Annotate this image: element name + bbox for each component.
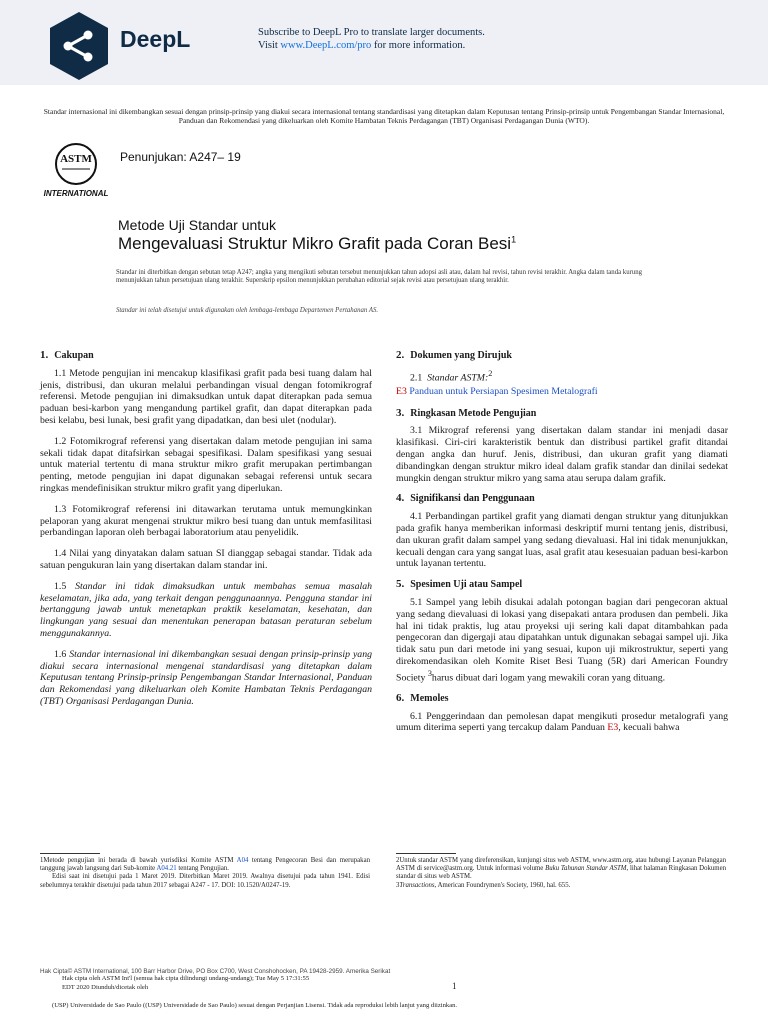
title-line-2 bbox=[118, 234, 516, 254]
section-number: 4. bbox=[396, 492, 405, 505]
section-5-heading bbox=[396, 579, 728, 591]
footnote-text: 2Untuk standar ASTM yang direferensikan, kunjungi situs web ASTM, www.astm.org, atau hubungi Layanan Pelanggan ASTM di service@astm.org. Untuk informasi volume bbox=[396, 857, 726, 873]
footnote-left bbox=[40, 857, 370, 890]
promo-line-1: Subscribe to DeepL Pro to translate larger documents. bbox=[258, 27, 485, 38]
title-footnote-marker: 1 bbox=[511, 234, 517, 245]
title-main: Mengevaluasi Struktur Mikro Grafit pada Coran Besi bbox=[118, 234, 512, 253]
right-column bbox=[396, 350, 728, 743]
section-number: 3. bbox=[396, 406, 405, 419]
paragraph-text: Standar ASTM: bbox=[427, 372, 489, 384]
footnote-number: 3 bbox=[396, 881, 400, 889]
section-number: 2. bbox=[396, 349, 405, 361]
footnote-3 bbox=[396, 882, 726, 890]
page-number: 1 bbox=[452, 981, 457, 991]
footnote-text: tentang Pengecoran Besi dan merupakan tanggung jawab langsung dari Sub-komite bbox=[40, 857, 370, 873]
license-line-3: (USP) Universidade de Sao Paulo ((USP) Universidade de Sao Paulo) sesuai dengan Perjanjian Lisensi. Tidak ada reproduksi lebih lanjut yang diizinkan. bbox=[52, 1002, 458, 1009]
section-title: Cakupan bbox=[54, 350, 94, 361]
paragraph-1-2: 1.2 Fotomikrograf referensi yang disertakan dalam metode pengujian ini sama sekali tidak dapat ditafsirkan sebagai spesifikasi. Dalam spesifikasi yang sesuai untuk material tertentu di mana struktur mikro grafit merupakan pertimbangan penting, metode pengujian ini dapat digunakan sebagai referensi untuk secara ringkas mendefinisikan struktur mikro grafit yang diperlukan. bbox=[40, 435, 372, 494]
paragraph-4-1: 4.1 Perbandingan partikel grafit yang diamati dengan struktur yang ditunjukkan pada grafik hanya memberikan informasi deskriptif murni tentang jenis, distribusi, dan ukuran grafit dalam sampel yang sedang dievaluasi. Hal ini tidak menunjukkan, kecuali dengan cara yang sangat luas, asal grafit atau kesesuaian paduan besi-karbon untuk layanan tertentu. bbox=[396, 511, 728, 570]
paragraph-number: 1.6 bbox=[54, 648, 67, 660]
footnote-text: , American Foundrymen's Society, 1960, hal. 655. bbox=[434, 881, 571, 889]
footnote-2 bbox=[396, 857, 726, 882]
paragraph-text: Standar internasional ini dikembangkan sesuai dengan prinsip-prinsip yang diakui secara internasional mengenai standardisasi yang ditetapkan dalam Keputusan tentang Prinsip-prinsip Pengembangan Standar Internasional, Panduan dan Rekomendasi yang dikeluarkan oleh Komite Hambatan Teknis Perdagangan (TBT) Organisasi Perdagangan Dunia. bbox=[40, 648, 372, 707]
section-title: Dokumen yang Dirujuk bbox=[410, 350, 512, 361]
license-line-2: EDT 2020 Diunduh/dicetak oleh bbox=[62, 984, 149, 991]
footnote-1-edition: Edisi saat ini disetujui pada 1 Maret 2019. Diterbitkan Maret 2019. Awalnya disetujui pada tahun 1941. Edisi sebelumnya terakhir disetujui pada tahun 2017 sebagai A247 - 17. DOI: 10.1520/A0247-19. bbox=[40, 873, 370, 889]
intro-note: Standar internasional ini dikembangkan sesuai dengan prinsip-prinsip yang diakui secara internasional tentang standardisasi yang ditetapkan dalam Keputusan tentang Prinsip-prinsip untuk Pengembangan Standar Internasional, Panduan dan Rekomendasi yang dikeluarkan oleh Komite Hambatan Teknis Perdagangan (TBT) Organisasi Perdagangan Dunia (WTO). bbox=[43, 107, 725, 125]
deepl-logo-icon[interactable] bbox=[46, 10, 112, 82]
paragraph-number: 2.1 bbox=[410, 372, 423, 384]
section-title: Ringkasan Metode Pengujian bbox=[410, 407, 537, 419]
section-4-heading bbox=[396, 493, 728, 505]
svg-text:ASTM: ASTM bbox=[60, 153, 92, 165]
paragraph-text: Standar ini tidak dimaksudkan untuk membahas semua masalah keselamatan, jika ada, yang terkait dengan penggunaannya. Pengguna standar ini bertanggung jawab untuk menetapkan praktik keselamatan, kesehatan, dan lingkungan yang sesuai dan menentukan penerapan batasan peraturan sebelum menggunakannya. bbox=[40, 580, 372, 639]
paragraph-1-3: 1.3 Fotomikrograf referensi ini ditawarkan terutama untuk memungkinkan pelaporan yang akurat mengenai struktur mikro besi tuang dan untuk memfasilitasi perbandingan laporan oleh berbagai laboratorium atau penyelidik. bbox=[40, 503, 372, 539]
paragraph-1-1: 1.1 Metode pengujian ini mencakup klasifikasi grafit pada besi tuang dalam hal jenis, distribusi, dan ukuran melalui perbandingan visual dengan fotomikrograf referensi. Metode pengujian ini dimaksudkan untuk dapat diterapkan pada semua paduan besi-karbon yang mengandung partikel grafit, dan dapat diterapkan pada besi kelabu, besi lunak, besi grafit yang dipadatkan, dan besi ulet (nodular). bbox=[40, 367, 372, 426]
standard-note: Standar ini diterbitkan dengan sebutan tetap A247; angka yang mengikuti sebutan tersebut menunjukkan tahun adopsi asli atau, dalam hal revisi, tahun revisi terakhir. Angka dalam tanda kurung menunjukkan tahun persetujuan ulang terakhir. Superskrip epsilon menunjukkan perubahan editorial sejak revisi atau persetujuan ulang terakhir. bbox=[116, 269, 643, 285]
footnote-text: tentang Pengujian. bbox=[176, 865, 229, 873]
title-line-1: Metode Uji Standar untuk bbox=[118, 217, 276, 233]
deepl-pro-link[interactable]: www.DeepL.com/pro bbox=[280, 40, 372, 51]
paragraph-text-end: harus dibuat dari logam yang mewakili coran yang dituang. bbox=[431, 672, 666, 684]
astm-logo-icon bbox=[40, 140, 112, 200]
paragraph-1-6 bbox=[40, 649, 372, 708]
paragraph-3-1: 3.1 Mikrograf referensi yang disertakan dalam standar ini menjadi dasar klasifikasi. Ciri-ciri karakteristik bentuk dan distribusi partikel grafit ditandai dengan angka dan huruf. Jenis, distribusi, dan ukuran grafit yang diamati dibandingkan dengan struktur mikro ideal dalam grafik standar dan dinilai sedekat mungkin dengan struktur mikro yang sama atau serupa dalam grafik. bbox=[396, 425, 728, 484]
section-2-heading bbox=[396, 350, 728, 362]
footnote-text: , lihat halaman Ringkasan Dokumen standar di situs web ASTM. bbox=[396, 865, 726, 881]
promo-after: for more information. bbox=[371, 40, 466, 51]
paragraph-text-end: , kecuali bahwa bbox=[618, 722, 680, 734]
left-column bbox=[40, 350, 372, 717]
paragraph-2-1 bbox=[410, 368, 728, 384]
paragraph-1-4: 1.4 Nilai yang dinyatakan dalam satuan SI dianggap sebagai standar. Tidak ada satuan pengukuran lain yang disertakan dalam standar ini. bbox=[40, 548, 372, 571]
footnote-rule-left bbox=[40, 853, 100, 854]
paragraph-1-5 bbox=[40, 581, 372, 640]
footnote-rule-right bbox=[396, 853, 456, 854]
copyright-address: Hak Cipta© ASTM International, 100 Barr Harbor Drive, PO Box C700, West Conshohocken, PA 19428-2959. Amerika Serikat bbox=[40, 968, 391, 975]
section-title: Signifikansi dan Penggunaan bbox=[410, 493, 535, 505]
footnote-1 bbox=[40, 857, 370, 873]
section-title: Spesimen Uji atau Sampel bbox=[410, 579, 523, 591]
section-3-heading bbox=[396, 408, 728, 420]
footnote-marker: 3 bbox=[427, 668, 432, 678]
promo-visit: Visit bbox=[258, 40, 281, 51]
section-number: 1. bbox=[40, 349, 49, 361]
paragraph-text: 5.1 Sampel yang lebih disukai adalah potongan bagian dari pengecoran aktual yang sedang dievaluasi di lokasi yang disepakati antara produsen dan pembeli. Jika hal ini tidak praktis, lug atau proyeksi uji sering kali dapat ditambahkan pada pengecoran dan digergaji atau dipatahkan untuk digunakan sebagai sampel uji. Jika tidak satu pun dari metode ini yang sesuai, kupon uji mikrostruktur, seperti yang direkomendasikan oleh Komite Riset Besi Tuang (5R) dari American Foundry Society bbox=[396, 597, 728, 684]
paragraph-number: 1.5 bbox=[54, 580, 67, 592]
section-title: Memoles bbox=[410, 692, 449, 704]
designation: Penunjukan: A247– 19 bbox=[120, 150, 241, 164]
footnote-marker: 2 bbox=[488, 368, 493, 378]
reference-e3[interactable] bbox=[396, 386, 728, 398]
section-number: 6. bbox=[396, 691, 405, 704]
paragraph-5-1 bbox=[396, 597, 728, 684]
paragraph-6-1 bbox=[396, 711, 728, 735]
reference-e3-inline[interactable]: E3 bbox=[607, 722, 619, 734]
footnote-italic: Transactions bbox=[399, 881, 435, 889]
footnote-italic: Buku Tahunan Standar ASTM bbox=[545, 865, 627, 873]
approval-note: Standar ini telah disetujui untuk digunakan oleh lembaga-lembaga Departemen Pertahanan AS. bbox=[116, 307, 379, 314]
committee-link[interactable]: A04 bbox=[236, 857, 249, 864]
reference-code[interactable]: E3 bbox=[396, 385, 407, 397]
paragraph-text: 6.1 Penggerindaan dan pemolesan dapat mengikuti prosedur metalografi yang umum diterima seperti yang tercakup dalam Panduan bbox=[396, 710, 728, 734]
subcommittee-link[interactable]: A04.21 bbox=[156, 865, 177, 873]
deepl-logo-text[interactable]: DeepL bbox=[120, 26, 191, 52]
section-6-heading bbox=[396, 693, 728, 705]
section-1-heading bbox=[40, 350, 372, 362]
promo-line-2 bbox=[258, 39, 485, 52]
astm-logo-label: INTERNATIONAL bbox=[43, 189, 109, 198]
reference-title[interactable]: Panduan untuk Persiapan Spesimen Metalografi bbox=[409, 385, 598, 397]
license-line-1: Hak cipta oleh ASTM Int'l (semua hak cipta dilindungi undang-undang); Tue May 5 17:31:55 bbox=[62, 975, 310, 982]
deepl-banner bbox=[0, 0, 768, 85]
section-number: 5. bbox=[396, 578, 405, 591]
footnote-right bbox=[396, 857, 726, 890]
promo-text bbox=[258, 26, 485, 52]
footnote-text: 1Metode pengujian ini berada di bawah yurisdiksi Komite ASTM bbox=[40, 857, 237, 864]
